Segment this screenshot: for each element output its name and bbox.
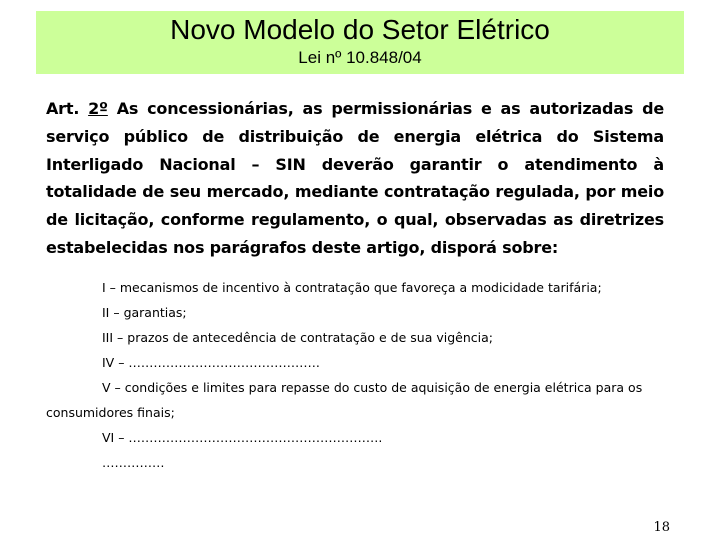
- list-item: IV – ……………………………………….: [102, 355, 320, 370]
- article-number: 2º: [88, 99, 108, 118]
- page-number: 18: [653, 520, 670, 535]
- list-item: III – prazos de antecedência de contratação e de sua vigência;: [102, 330, 493, 345]
- title-banner: [36, 11, 684, 74]
- list-item: ……………: [102, 455, 165, 470]
- slide-title: Novo Modelo do Setor Elétrico: [170, 14, 550, 45]
- item-list: [46, 275, 666, 475]
- list-item: VI – …………………………………………………….: [102, 430, 383, 445]
- list-item: V – condições e limites para repasse do custo de aquisição de energia elétrica para os consumidores finais;: [46, 380, 643, 420]
- list-item: II – garantias;: [102, 305, 187, 320]
- article-lead: Art.: [46, 99, 89, 118]
- list-item: I – mecanismos de incentivo à contratação que favoreça a modicidade tarifária;: [102, 280, 602, 295]
- article-body: As concessionárias, as permissionárias e as autorizadas de serviço público de distribuição de energia elétrica do Sistema Interligado Nacional – SIN deverão garantir o atendimento à totalidade de seu mercado, mediante contratação regulada, por meio de licitação, conforme regulamento, o qual, observadas as diretrizes estabelecidas nos parágrafos deste artigo, disporá sobre:: [46, 99, 664, 257]
- article-paragraph: [46, 95, 664, 262]
- slide-subtitle: Lei nº 10.848/04: [298, 48, 422, 67]
